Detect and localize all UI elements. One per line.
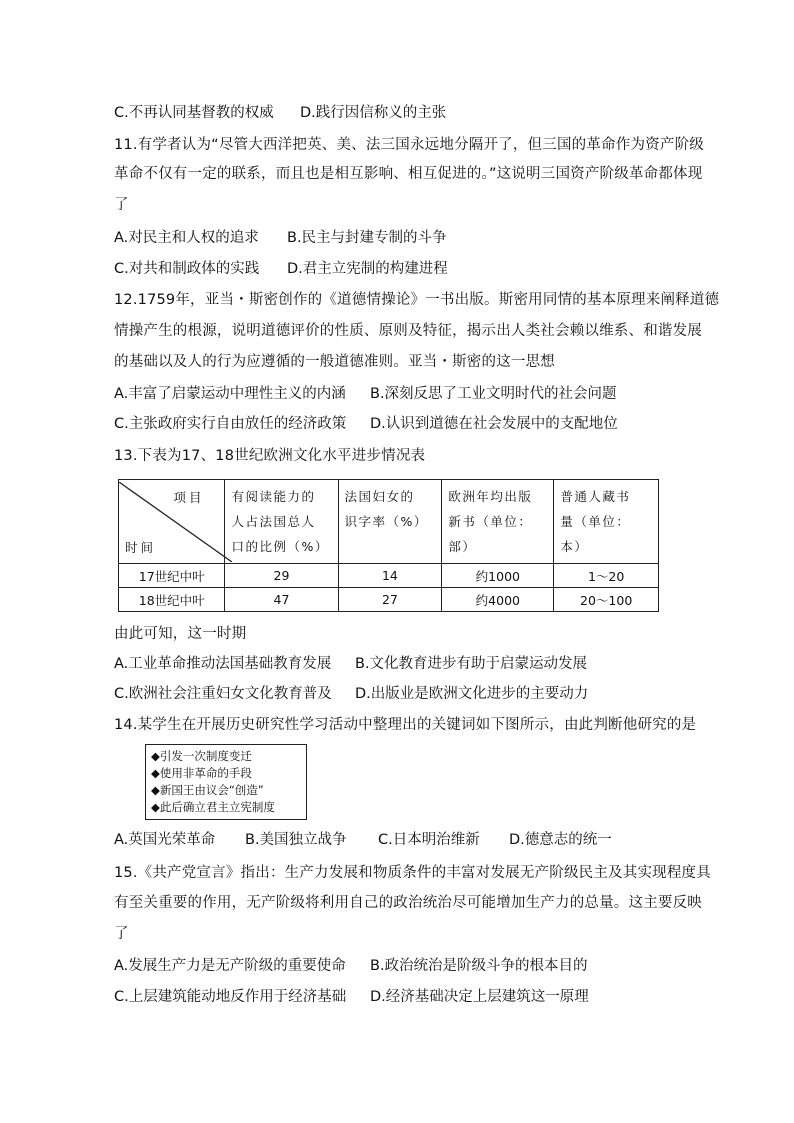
q10-option-c[interactable]: C.不再认同基督教的权威: [114, 105, 274, 121]
q14-option-c[interactable]: C.日本明治维新: [378, 832, 480, 848]
q13-follow-text: 由此可知，这一时期: [114, 626, 247, 642]
q15-stem-line-3: 了: [114, 926, 129, 942]
cell-value: 47: [225, 588, 338, 612]
table-corner-cell: [119, 480, 225, 564]
q12-option-b[interactable]: B.深刻反思了工业文明时代的社会问题: [370, 386, 617, 402]
row-period: 18世纪中叶: [119, 588, 225, 612]
keyword-box: [145, 744, 307, 820]
culture-progress-table: [118, 479, 659, 612]
q13-option-c[interactable]: C.欧洲社会注重妇女文化教育普及: [114, 686, 332, 702]
q14-stem: 14.某学生在开展历史研究性学习活动中整理出的关键词如下图所示，由此判断他研究的是: [114, 717, 697, 733]
keyword-item: ◆此后确立君主立宪制度: [151, 800, 275, 814]
corner-label-item: 项目: [173, 489, 205, 505]
header-women-literacy: 法国妇女的 识字率（%）: [338, 480, 442, 564]
q12-option-c[interactable]: C.主张政府实行自由放任的经济政策: [114, 416, 347, 432]
q11-option-a[interactable]: A.对民主和人权的追求: [114, 230, 259, 246]
q10-option-d[interactable]: D.践行因信称义的主张: [300, 105, 447, 121]
q15-stem-line-1: 15.《共产党宣言》指出：生产力发展和物质条件的丰富对发展无产阶级民主及其实现程度具: [114, 865, 711, 881]
q11-option-d[interactable]: D.君主立宪制的构建进程: [287, 261, 448, 277]
cell-value: 14: [338, 564, 442, 588]
q12-stem-line-3: 的基础以及人的行为应遵循的一般道德准则。亚当・斯密的这一思想: [114, 354, 555, 370]
q14-option-d[interactable]: D.德意志的统一: [509, 832, 612, 848]
cell-value: 1～20: [554, 564, 659, 588]
row-period: 17世纪中叶: [119, 564, 225, 588]
q14-option-b[interactable]: B.美国独立战争: [245, 832, 347, 848]
q11-stem-line-1: 11.有学者认为“尽管大西洋把英、美、法三国永远地分隔开了，但三国的革命作为资产阶级: [114, 137, 704, 153]
cell-value: 20～100: [554, 588, 659, 612]
cell-value: 约1000: [442, 564, 554, 588]
cell-value: 29: [225, 564, 338, 588]
q13-option-d[interactable]: D.出版业是欧洲文化进步的主要动力: [355, 686, 589, 702]
q15-stem-line-2: 有至关重要的作用，无产阶级将利用自己的政治统治尽可能增加生产力的总量。这主要反映: [114, 895, 702, 911]
header-new-books: 欧洲年均出版 新书（单位：部）: [442, 480, 554, 564]
q15-option-a[interactable]: A.发展生产力是无产阶级的重要使命: [114, 958, 346, 974]
q13-option-b[interactable]: B.文化教育进步有助于启蒙运动发展: [355, 656, 588, 672]
header-book-collection: 普通人藏书 量（单位：本）: [554, 480, 659, 564]
q12-stem-line-1: 12.1759年，亚当・斯密创作的《道德情操论》一书出版。斯密用同情的基本原理来阐释道德: [114, 292, 720, 308]
keyword-item: ◆新国王由议会“创造”: [151, 783, 264, 797]
header-reading-ability: 有阅读能力的 人占法国总人 口的比例（%）: [225, 480, 338, 564]
cell-value: 27: [338, 588, 442, 612]
q15-option-c[interactable]: C.上层建筑能动地反作用于经济基础: [114, 989, 347, 1005]
q15-option-b[interactable]: B.政治统治是阶级斗争的根本目的: [370, 958, 588, 974]
corner-label-time: 时间: [125, 539, 157, 555]
q12-option-d[interactable]: D.认识到道德在社会发展中的支配地位: [370, 416, 618, 432]
q13-option-a[interactable]: A.工业革命推动法国基础教育发展: [114, 656, 332, 672]
cell-value: 约4000: [442, 588, 554, 612]
keyword-item: ◆引发一次制度变迁: [151, 749, 252, 763]
q14-option-a[interactable]: A.英国光荣革命: [114, 832, 216, 848]
q12-option-a[interactable]: A.丰富了启蒙运动中理性主义的内涵: [114, 386, 346, 402]
table-row: [119, 564, 659, 588]
q11-option-c[interactable]: C.对共和制政体的实践: [114, 261, 260, 277]
q12-stem-line-2: 情操产生的根源，说明道德评价的性质、原则及特征，揭示出人类社会赖以维系、和谐发展: [114, 323, 702, 339]
keyword-item: ◆使用非革命的手段: [151, 766, 252, 780]
q11-stem-line-3: 了: [114, 197, 129, 213]
q15-option-d[interactable]: D.经济基础决定上层建筑这一原理: [370, 989, 589, 1005]
q11-option-b[interactable]: B.民主与封建专制的斗争: [287, 230, 447, 246]
q11-stem-line-2: 革命不仅有一定的联系，而且也是相互影响、相互促进的。”这说明三国资产阶级革命都体现: [114, 166, 703, 182]
table-row: [119, 588, 659, 612]
q13-stem: 13.下表为17、18世纪欧洲文化水平进步情况表: [114, 448, 426, 464]
